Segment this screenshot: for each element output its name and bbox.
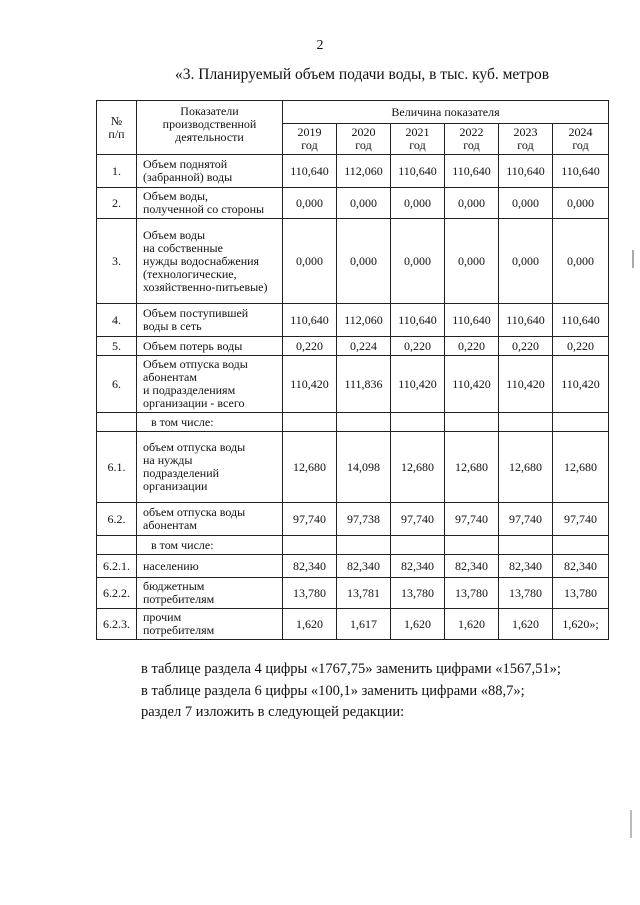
section-title: «3. Планируемый объем подачи воды, в тыс. куб. метров xyxy=(175,66,550,83)
row-value: 97,740 xyxy=(553,503,609,536)
page-number: 2 xyxy=(316,38,324,53)
row-value: 110,640 xyxy=(553,304,609,337)
scan-edge-mark xyxy=(632,250,634,268)
row-value: 0,000 xyxy=(553,219,609,304)
row-number: 4. xyxy=(97,304,137,337)
row-number: 5. xyxy=(97,337,137,356)
header-year: 2024 год xyxy=(553,124,609,155)
table-row xyxy=(97,219,609,304)
row-value: 0,000 xyxy=(391,219,445,304)
row-number: 6. xyxy=(97,356,137,413)
header-year: 2020 год xyxy=(337,124,391,155)
row-value: 13,780 xyxy=(445,578,499,609)
row-value: 110,420 xyxy=(553,356,609,413)
header-year: 2021 год xyxy=(391,124,445,155)
row-value: 0,000 xyxy=(391,188,445,219)
row-value: 12,680 xyxy=(283,432,337,503)
row-value xyxy=(337,536,391,555)
header-year: 2023 год xyxy=(499,124,553,155)
row-value xyxy=(553,413,609,432)
row-value xyxy=(445,413,499,432)
row-value: 82,340 xyxy=(499,555,553,578)
table-row xyxy=(97,304,609,337)
row-value: 110,640 xyxy=(445,304,499,337)
row-number: 6.2.1. xyxy=(97,555,137,578)
row-value: 110,420 xyxy=(283,356,337,413)
row-value: 110,640 xyxy=(283,304,337,337)
row-indicator: в том числе: xyxy=(137,536,283,555)
row-value: 0,000 xyxy=(337,188,391,219)
row-value: 111,836 xyxy=(337,356,391,413)
row-value: 1,617 xyxy=(337,609,391,640)
row-value: 0,000 xyxy=(337,219,391,304)
row-value: 13,780 xyxy=(553,578,609,609)
row-indicator: населению xyxy=(137,555,283,578)
row-value: 0,000 xyxy=(499,188,553,219)
row-value: 1,620 xyxy=(499,609,553,640)
header-value-group: Величина показателя xyxy=(283,101,609,124)
row-indicator: Объем поднятой (забранной) воды xyxy=(137,155,283,188)
row-value: 12,680 xyxy=(391,432,445,503)
table-row xyxy=(97,609,609,640)
water-supply-table xyxy=(96,100,609,640)
row-value: 1,620 xyxy=(391,609,445,640)
row-value: 97,740 xyxy=(499,503,553,536)
table-row xyxy=(97,555,609,578)
row-value: 110,420 xyxy=(391,356,445,413)
row-value xyxy=(391,536,445,555)
row-value: 12,680 xyxy=(445,432,499,503)
row-value: 110,640 xyxy=(499,155,553,188)
row-indicator: Объем воды на собственные нужды водоснабжения (технологические, хозяйственно-питьевые) xyxy=(137,219,283,304)
row-number: 6.2. xyxy=(97,503,137,536)
row-value: 14,098 xyxy=(337,432,391,503)
row-value xyxy=(499,413,553,432)
row-value: 0,000 xyxy=(553,188,609,219)
row-value: 13,781 xyxy=(337,578,391,609)
row-value: 82,340 xyxy=(391,555,445,578)
row-value: 97,740 xyxy=(283,503,337,536)
row-value: 97,740 xyxy=(391,503,445,536)
amendment-line-1: в таблице раздела 4 цифры «1767,75» заменить цифрами «1567,51»; xyxy=(141,661,561,677)
row-indicator: Объем воды, полученной со стороны xyxy=(137,188,283,219)
table-row xyxy=(97,578,609,609)
row-value xyxy=(499,536,553,555)
amendment-line-3: раздел 7 изложить в следующей редакции: xyxy=(141,704,405,720)
row-value: 0,220 xyxy=(499,337,553,356)
row-value: 13,780 xyxy=(283,578,337,609)
table-row xyxy=(97,432,609,503)
header-year: 2022 год xyxy=(445,124,499,155)
header-num: № п/п xyxy=(97,101,137,155)
row-value: 110,640 xyxy=(445,155,499,188)
row-value: 13,780 xyxy=(499,578,553,609)
row-value: 12,680 xyxy=(553,432,609,503)
row-number: 1. xyxy=(97,155,137,188)
row-value: 0,220 xyxy=(391,337,445,356)
row-value: 12,680 xyxy=(499,432,553,503)
row-value: 0,224 xyxy=(337,337,391,356)
row-value: 0,000 xyxy=(445,188,499,219)
table-row xyxy=(97,503,609,536)
header-row xyxy=(97,101,609,124)
row-number: 3. xyxy=(97,219,137,304)
row-value xyxy=(391,413,445,432)
row-indicator: Объем поступившей воды в сеть xyxy=(137,304,283,337)
row-value: 110,420 xyxy=(445,356,499,413)
row-value: 82,340 xyxy=(337,555,391,578)
table-row xyxy=(97,536,609,555)
row-value: 1,620 xyxy=(445,609,499,640)
table-row xyxy=(97,337,609,356)
row-value xyxy=(445,536,499,555)
table-row xyxy=(97,356,609,413)
row-value: 110,640 xyxy=(553,155,609,188)
row-value: 82,340 xyxy=(445,555,499,578)
row-value: 112,060 xyxy=(337,155,391,188)
row-value: 1,620 xyxy=(283,609,337,640)
row-indicator: Объем потерь воды xyxy=(137,337,283,356)
row-number xyxy=(97,536,137,555)
row-value: 110,640 xyxy=(499,304,553,337)
row-value xyxy=(283,536,337,555)
row-value xyxy=(337,413,391,432)
row-value: 82,340 xyxy=(283,555,337,578)
row-indicator: в том числе: xyxy=(137,413,283,432)
row-indicator: прочим потребителям xyxy=(137,609,283,640)
row-number: 2. xyxy=(97,188,137,219)
row-value: 0,220 xyxy=(553,337,609,356)
row-value: 110,640 xyxy=(391,304,445,337)
row-value: 0,000 xyxy=(499,219,553,304)
amendment-line-2: в таблице раздела 6 цифры «100,1» заменить цифрами «88,7»; xyxy=(141,683,525,699)
row-indicator: объем отпуска воды на нужды подразделений организации xyxy=(137,432,283,503)
row-value: 110,640 xyxy=(391,155,445,188)
row-value xyxy=(283,413,337,432)
row-value: 82,340 xyxy=(553,555,609,578)
row-value: 110,640 xyxy=(283,155,337,188)
row-number xyxy=(97,413,137,432)
row-number: 6.1. xyxy=(97,432,137,503)
header-indicator: Показатели производственной деятельности xyxy=(137,101,283,155)
row-value: 110,420 xyxy=(499,356,553,413)
row-number: 6.2.2. xyxy=(97,578,137,609)
row-value: 97,738 xyxy=(337,503,391,536)
row-value: 0,000 xyxy=(283,188,337,219)
row-value: 0,000 xyxy=(283,219,337,304)
table-row xyxy=(97,413,609,432)
row-value: 0,000 xyxy=(445,219,499,304)
row-value: 112,060 xyxy=(337,304,391,337)
table-row xyxy=(97,188,609,219)
row-number: 6.2.3. xyxy=(97,609,137,640)
row-value xyxy=(553,536,609,555)
row-indicator: Объем отпуска воды абонентам и подразделениям организации - всего xyxy=(137,356,283,413)
row-value: 0,220 xyxy=(445,337,499,356)
row-value: 97,740 xyxy=(445,503,499,536)
row-value: 0,220 xyxy=(283,337,337,356)
row-value: 13,780 xyxy=(391,578,445,609)
scan-edge-mark xyxy=(630,810,632,838)
row-indicator: объем отпуска воды абонентам xyxy=(137,503,283,536)
row-value: 1,620»; xyxy=(553,609,609,640)
row-indicator: бюджетным потребителям xyxy=(137,578,283,609)
table-row xyxy=(97,155,609,188)
header-year: 2019 год xyxy=(283,124,337,155)
